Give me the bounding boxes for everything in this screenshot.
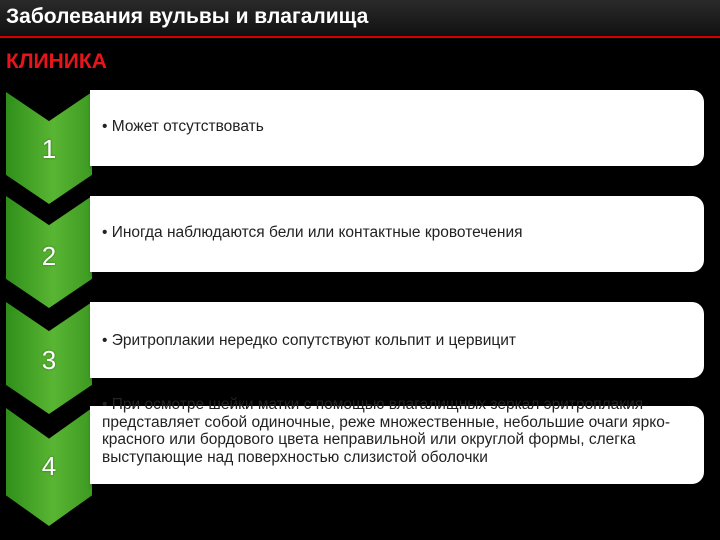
item-number-3: 3 <box>41 345 57 375</box>
slide-title: Заболевания вульвы и влагалища <box>6 5 369 28</box>
item-number-2: 2 <box>41 241 57 271</box>
card-2 <box>90 196 704 272</box>
item-text-3: • Эритроплакии нередко сопутствуют кольпит и цервицит <box>102 332 517 349</box>
item-text-1: • Может отсутствовать <box>102 118 264 135</box>
card-4 <box>90 396 704 484</box>
item-number-1: 1 <box>41 134 57 164</box>
card-1 <box>90 90 704 166</box>
item-text-4: • При осмотре шейки матки с помощью влагалищных зеркал эритроплакия представляет собой одиночные, реже множественные, небольшие очаги ярко-красного или бордового цвета неправильной или округлой формы, слегка выступающие над поверхностью слизистой оболочки <box>102 396 670 466</box>
header-divider <box>0 36 720 38</box>
item-text-2: • Иногда наблюдаются бели или контактные кровотечения <box>102 224 523 241</box>
section-title: КЛИНИКА <box>6 50 107 73</box>
card-3 <box>90 302 704 378</box>
slide-header <box>0 0 720 36</box>
item-number-4: 4 <box>41 451 57 481</box>
